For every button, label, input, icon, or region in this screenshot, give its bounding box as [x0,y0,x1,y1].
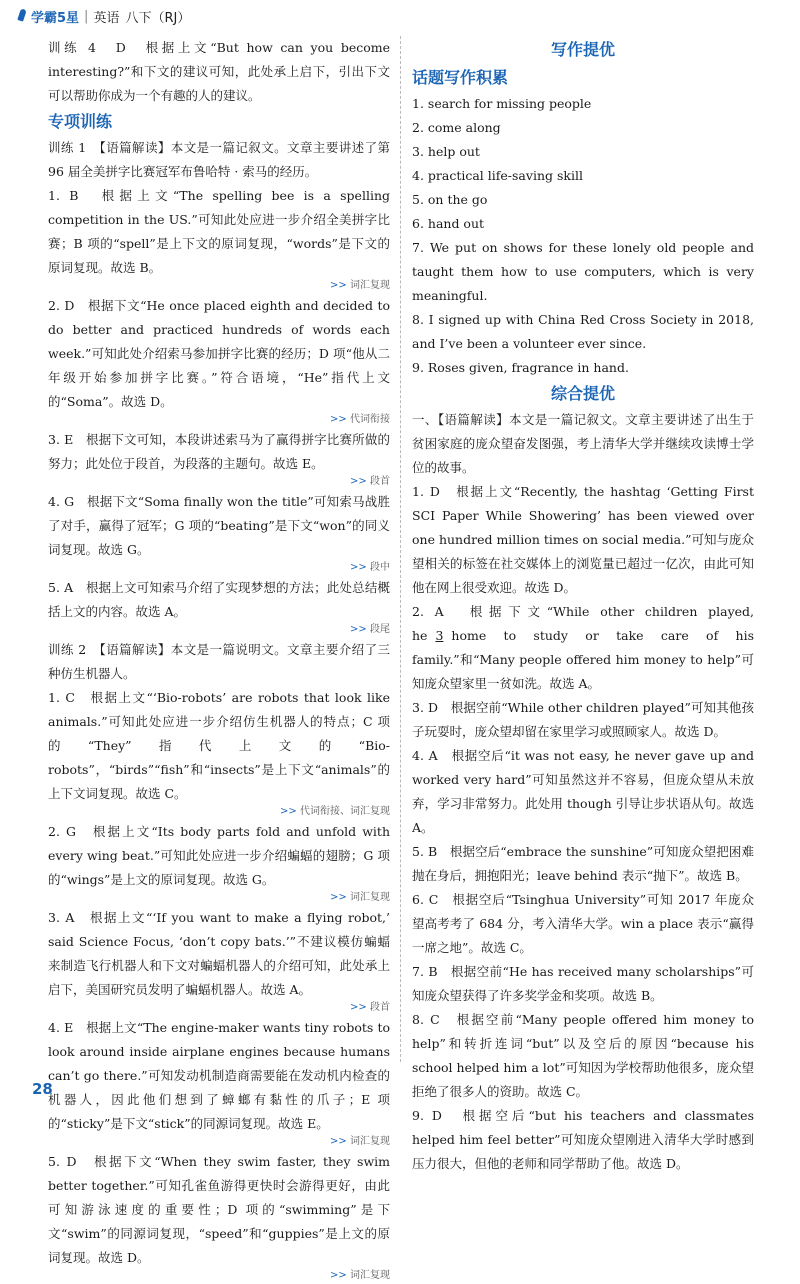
left-column [48,36,390,1284]
training2-answer-3: 3. A 根据上文“‘If you want to make a flying robot,’ said Science Focus, ‘don’t copy bats.’”不建议模仿蝙蝠来制造飞行机器人和下文对蝙蝠机器人的介绍可知，此处承上启下，美国研究员发明了蝙蝠机器人。故选 A。 [48,910,390,997]
subsection-title-topic-writing: 话题写作积累 [412,68,509,87]
phrase-item: 5. on the go [412,192,488,207]
training1-answer-1: 1. B 根据上文“The spelling bee is a spelling competition in the US.”可知此处应进一步介绍全美拼字比赛；B 项的“spell”是上下文的原词复现，“words”是下文的原词复现。故选 B。 [48,188,390,275]
tag: >> 词汇复现 [330,1136,390,1147]
passage-intro: 一、【语篇解读】本文是一篇记叙文。文章主要讲述了出生于贫困家庭的庞众望奋发图强，考上清华大学并继续攻读博士学位的故事。 [412,412,754,475]
answer-1: 1. D 根据上文“Recently, the hashtag ‘Getting First SCI Paper While Showering’ has been viewed over one hundred million times on social media.”可知与庞众望相关的标签在社交媒体上的浏览量已超过一亿次，由此可知他在网上很受欢迎。故选 D。 [412,484,754,595]
sentence-item: 8. I signed up with China Red Cross Society in 2018, and I’ve been a volunteer ever since. [412,312,754,351]
brand-name: 学霸5星 [31,10,80,26]
training1-answer-2: 2. D 根据下文“He once placed eighth and decided to do better and practiced hundreds of words each week.”可知此处介绍索马参加拼字比赛的经历；D 项“他从二年级开始参加拼字比赛。”符合语境，“He”指代上文的“Soma”。故选 D。 [48,298,390,409]
pen-icon [18,9,28,23]
phrase-item: 4. practical life-saving skill [412,168,583,183]
answer-9: 9. D 根据空后“but his teachers and classmates helped him feel better”可知庞众望刚进入清华大学时感到压力很大，但他的老师和同学帮助了他。故选 D。 [412,1108,754,1171]
intro-answer: 训练 4 D 根据上文“But how can you become interesting?”和下文的建议可知，此处承上启下，引出下文可以帮助你成为一个有趣的人的建议。 [48,40,390,103]
tag: >> 段中 [350,562,390,573]
phrase-item: 1. search for missing people [412,96,592,111]
brand-logo [18,7,79,26]
double-chevron-icon: >> [280,806,297,817]
phrase-item: 2. come along [412,120,501,135]
answer-4: 4. A 根据空后“it was not easy, he never gave up and worked very hard”可知虽然这并不容易，但庞众望从未放弃，学习非常努力。此处用 though 引导让步状语从句。故选 A。 [412,748,754,835]
training2-answer-4: 4. E 根据上文“The engine-maker wants tiny robots to look around inside airplane engines because humans can’t go there.”可知发动机制造商需要能在发动机内检查的机器人，因此他们想到了蟑螂有黏性的爪子；E 项的“sticky”是下文“stick”的同源词复现。故选 E。 [48,1020,390,1131]
training1-header: 训练 1 【语篇解读】本文是一篇记叙文。文章主要讲述了第 96 届全美拼字比赛冠军布鲁哈特 · 索马的经历。 [48,140,390,179]
training2-answer-2: 2. G 根据上文“Its body parts fold and unfold with every wing beat.”可知此处应进一步介绍蝙蝠的翅膀；G 项的“wings”是上文的原词复现。故选 G。 [48,824,390,887]
double-chevron-icon: >> [330,892,347,903]
answer-2: 2. A 根据下文“While other children played, he 3 home to study or take care of his family.”和“Many people offered him money to help”可知庞众望家里一贫如洗。故选 A。 [412,604,754,691]
double-chevron-icon: >> [350,624,367,635]
tag: >> 词汇复现 [330,280,390,291]
sentence-item: 7. We put on shows for these lonely old people and taught them how to use computers, which is very meaningful. [412,240,754,303]
tag: >> 段首 [350,476,390,487]
answer-6: 6. C 根据空后“Tsinghua University”可知 2017 年庞众望高考考了 684 分，考入清华大学。win a place 表示“赢得一席之地”。故选 C。 [412,892,754,955]
page-number: 28 [32,1080,53,1098]
answer-8: 8. C 根据空前“Many people offered him money to help”和转折连词“but”以及空后的原因“because his school helped him a lot”可知因为学校帮助他很多，庞众望拒绝了很多人的资助。故选 C。 [412,1012,754,1099]
tag: >> 词汇复现 [330,1270,390,1281]
phrase-item: 3. help out [412,144,480,159]
tag: >> 词汇复现 [330,892,390,903]
double-chevron-icon: >> [350,562,367,573]
right-column [412,36,754,1176]
tag: >> 代词衔接、词汇复现 [280,806,390,817]
column-divider [400,36,401,1062]
header-separator: | [84,8,89,24]
double-chevron-icon: >> [330,280,347,291]
section-title-special-training: 专项训练 [48,112,113,131]
answer-7: 7. B 根据空前“He has received many scholarships”可知庞众望获得了许多奖学金和奖项。故选 B。 [412,964,754,1003]
answer-5: 5. B 根据空后“embrace the sunshine”可知庞众望把困难抛在身后，拥抱阳光；leave behind 表示“抛下”。故选 B。 [412,844,754,883]
double-chevron-icon: >> [350,1002,367,1013]
subject-label: 英语 [93,10,120,26]
page-header [18,4,196,28]
section-title-writing: 写作提优 [550,40,615,59]
tag: >> 段首 [350,1002,390,1013]
double-chevron-icon: >> [330,1270,347,1281]
grade-label: 八下（RJ） [125,10,191,26]
blank-number: 3 [435,628,444,643]
training2-answer-5: 5. D 根据下文“When they swim faster, they swim better together.”可知孔雀鱼游得更快时会游得更好，由此可知游泳速度的重要性；D 项的“swimming”是下文“swim”的同源词复现，“speed”和“guppies”是上文的原词复现。故选 D。 [48,1154,390,1265]
tag: >> 段尾 [350,624,390,635]
double-chevron-icon: >> [350,476,367,487]
phrase-item: 6. hand out [412,216,485,231]
double-chevron-icon: >> [330,414,347,425]
double-chevron-icon: >> [330,1136,347,1147]
training2-answer-1: 1. C 根据上文“‘Bio-robots’ are robots that look like animals.”可知此处应进一步介绍仿生机器人的特点；C 项的“They”指代上文的“Bio-robots”，“birds”“fish”和“insects”是上下文“animals”的上下文词复现。故选 C。 [48,690,390,801]
tag: >> 代词衔接 [330,414,390,425]
training2-header: 训练 2 【语篇解读】本文是一篇说明文。文章主要介绍了三种仿生机器人。 [48,642,390,681]
training1-answer-5: 5. A 根据上文可知索马介绍了实现梦想的方法；此处总结概括上文的内容。故选 A。 [48,580,390,619]
answer-3: 3. D 根据空前“While other children played”可知其他孩子玩耍时，庞众望却留在家里学习或照顾家人。故选 D。 [412,700,754,739]
sentence-item: 9. Roses given, fragrance in hand. [412,360,629,375]
training1-answer-4: 4. G 根据下文“Soma finally won the title”可知索马战胜了对手，赢得了冠军；G 项的“beating”是下文“won”的同义词复现。故选 G。 [48,494,390,557]
training1-answer-3: 3. E 根据下文可知，本段讲述索马为了赢得拼字比赛所做的努力；此处位于段首，为段落的主题句。故选 E。 [48,432,390,471]
section-title-comprehensive: 综合提优 [550,384,615,403]
